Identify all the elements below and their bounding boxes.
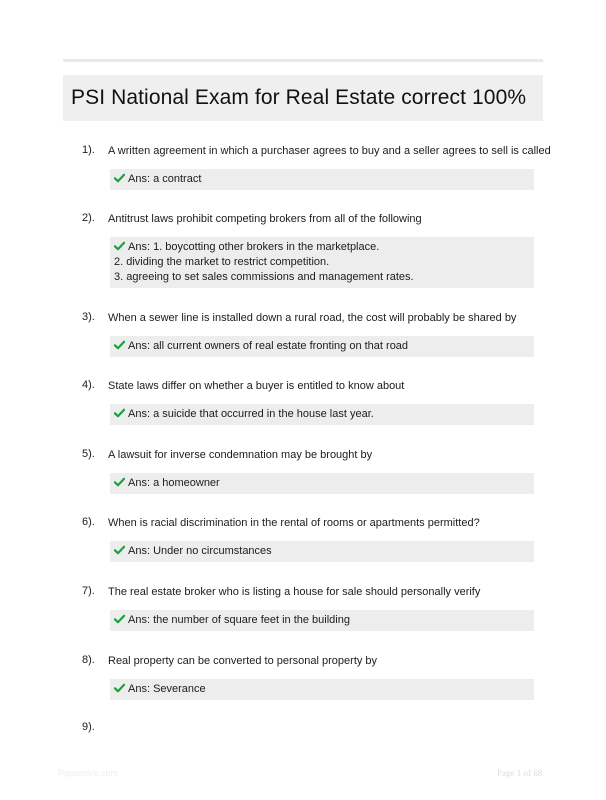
page-title: PSI National Exam for Real Estate correct 100% <box>71 86 527 109</box>
answer-text: Ans: Severance <box>128 683 206 695</box>
answer-text: Ans: 1. boycotting other brokers in the marketplace. <box>128 241 380 253</box>
check-icon <box>114 340 125 350</box>
question-text: When a sewer line is installed down a rural road, the cost will probably be shared by <box>108 312 517 324</box>
question-number: 6). <box>82 516 95 528</box>
question-number: 8). <box>82 654 95 666</box>
answer-line <box>114 682 528 697</box>
answer-line: 2. dividing the market to restrict competition. <box>114 256 330 268</box>
answer-line <box>114 544 528 559</box>
answer-text: Ans: the number of square feet in the building <box>128 614 350 626</box>
answer-box <box>110 169 534 190</box>
question-text: A lawsuit for inverse condemnation may be brought by <box>108 449 373 461</box>
title-banner <box>63 75 543 121</box>
answer-line <box>114 240 528 255</box>
question-number: 7). <box>82 585 95 597</box>
question-text: A written agreement in which a purchaser agrees to buy and a seller agrees to sell is called <box>108 145 551 157</box>
answer-line <box>114 407 528 422</box>
answer-text: Ans: all current owners of real estate fronting on that road <box>128 340 409 352</box>
question-number: 2). <box>82 212 95 224</box>
question-text: The real estate broker who is listing a house for sale should personally verify <box>108 586 481 598</box>
question-number: 5). <box>82 448 95 460</box>
answer-box <box>110 237 534 288</box>
check-icon <box>114 683 125 693</box>
question-number: 4). <box>82 379 95 391</box>
answer-line <box>114 172 528 187</box>
answer-text: Ans: a homeowner <box>128 477 220 489</box>
question-text: Antitrust laws prohibit competing brokers from all of the following <box>108 213 422 225</box>
answer-line <box>114 613 528 628</box>
answer-text: Ans: Under no circumstances <box>128 545 272 557</box>
question-number: 1). <box>82 144 95 156</box>
check-icon <box>114 545 125 555</box>
footer-site-watermark: Paperhive.com <box>58 768 119 778</box>
question-text: When is racial discrimination in the rental of rooms or apartments permitted? <box>108 517 480 529</box>
answer-line: 3. agreeing to set sales commissions and management rates. <box>114 271 414 283</box>
top-divider <box>63 59 543 62</box>
question-text: Real property can be converted to personal property by <box>108 655 378 667</box>
answer-text: Ans: a contract <box>128 173 202 185</box>
page-number: Page 1 of 68 <box>497 768 543 778</box>
answer-box <box>110 610 534 631</box>
answer-text: Ans: a suicide that occurred in the house last year. <box>128 408 374 420</box>
question-number: 3). <box>82 311 95 323</box>
answer-box <box>110 473 534 494</box>
question-text: State laws differ on whether a buyer is entitled to know about <box>108 380 405 392</box>
check-icon <box>114 173 125 183</box>
answer-line <box>114 476 528 491</box>
answer-box <box>110 336 534 357</box>
answer-box <box>110 404 534 425</box>
question-number: 9). <box>82 721 95 733</box>
answer-box <box>110 679 534 700</box>
answer-box <box>110 541 534 562</box>
check-icon <box>114 408 125 418</box>
answer-line <box>114 339 528 354</box>
check-icon <box>114 614 125 624</box>
check-icon <box>114 241 125 251</box>
check-icon <box>114 477 125 487</box>
